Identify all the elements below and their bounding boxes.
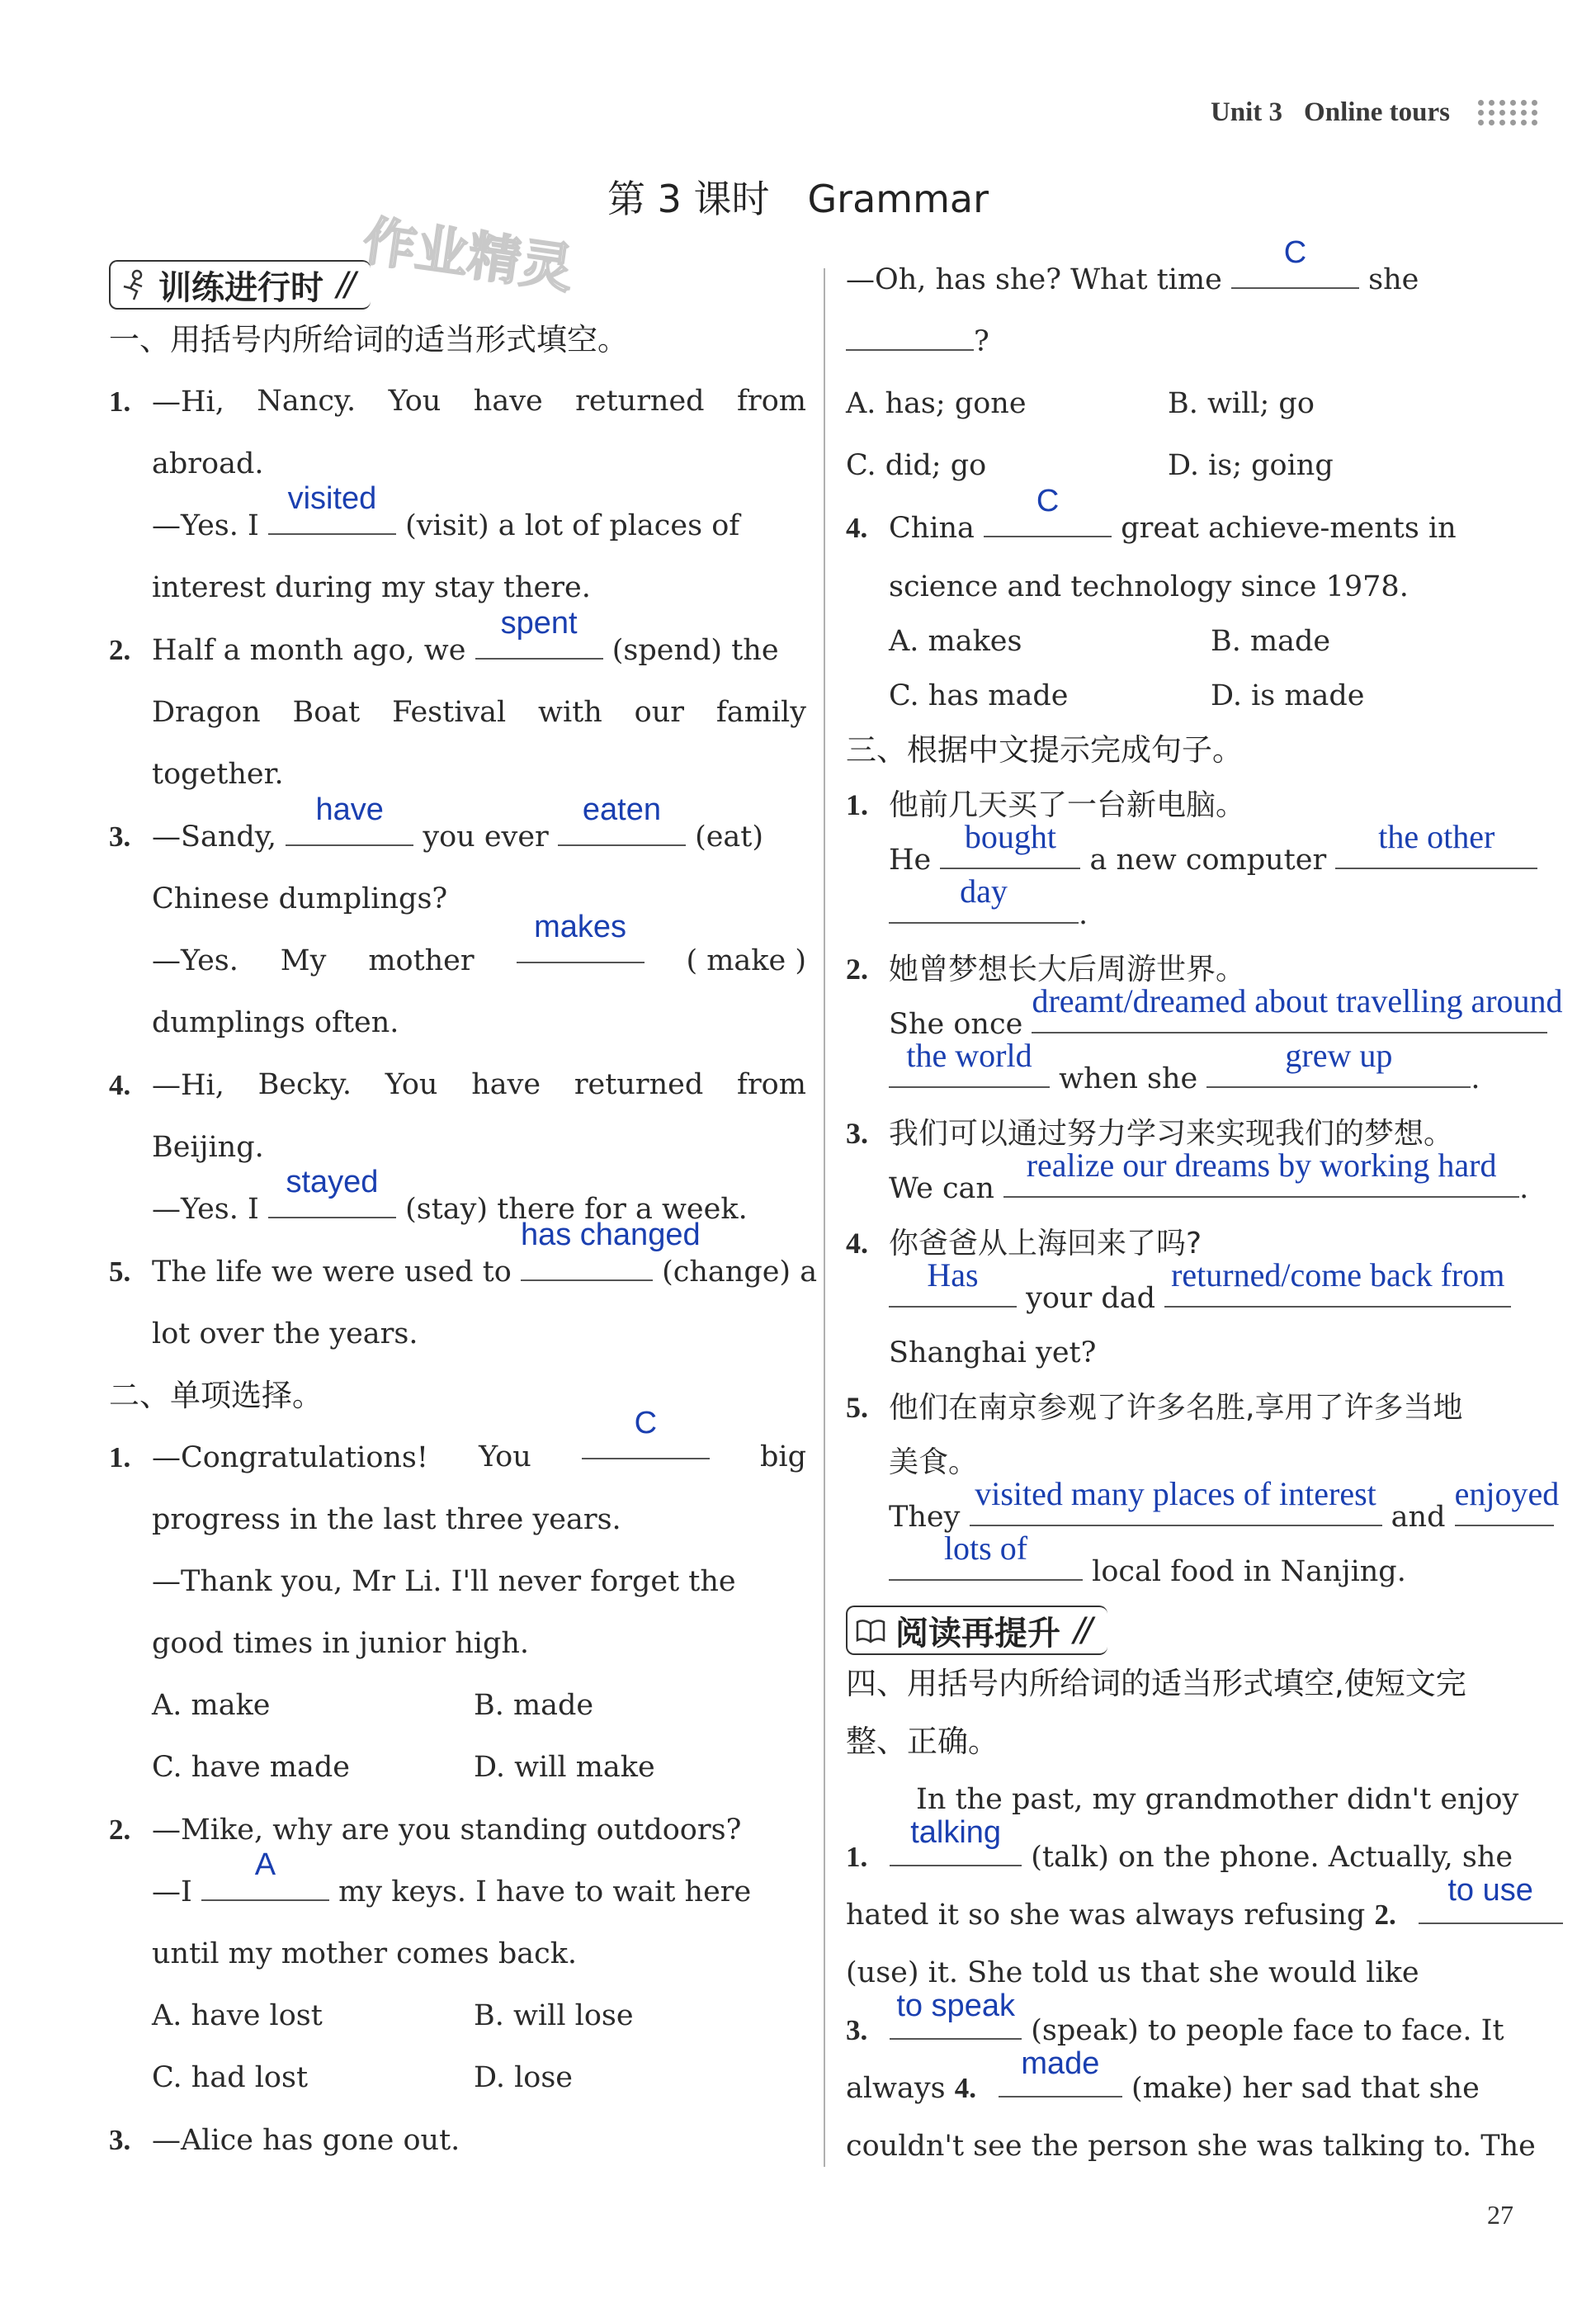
s2-en-line2: the world when she grew up . [846,1052,1551,1106]
mc1-line2: progress in the last three years. [152,1503,621,1536]
s5-en-line1: They visited many places of interest and enjoyed [889,1475,1560,1534]
s5-en-line2: lots of local food in Nanjing. [846,1544,1551,1599]
answer-blank[interactable]: returned/come back from [1164,1275,1511,1308]
mc4-line1: 4. China C great achieve-ments in [846,484,1457,545]
q3-line4: dumplings often. [152,1006,399,1039]
s3-en-line1: We can realize our dreams by working hard . [889,1147,1529,1205]
answer-blank[interactable]: have [286,813,413,846]
option-a[interactable]: A. has; gone [846,387,1027,420]
answer-blank[interactable]: visited many places of interest [970,1493,1382,1526]
option-a[interactable]: A. have lost [152,1999,323,2032]
answer-blank[interactable] [846,318,974,351]
answer-blank[interactable]: to use [1419,1891,1563,1924]
option-b[interactable]: B. will lose [474,1999,634,2032]
passage-line7: couldn't see the person she was talking to. The [846,2130,1536,2163]
s4-en-line1: Has your dad returned/come back from [846,1271,1551,1326]
part4-title-line2: 整、正确。 [846,1724,999,1759]
answer-blank[interactable]: bought [940,836,1080,869]
q2-line2: Dragon Boat Festival with our family [152,696,806,729]
answer-blank[interactable]: visited [268,502,396,535]
part2-title: 二、单项选择。 [109,1378,323,1413]
passage-line6: always 4. made (make) her sad that she [846,2046,1480,2105]
mc1-line1: 1. —Congratulations! You C big [109,1406,806,1474]
passage-line3: hated it so she was always refusing 2. to use [846,1886,1551,1944]
mc3-options-row1 [846,373,1551,435]
passage-line2: 1. talking (talk) on the phone. Actually, she [846,1815,1513,1874]
unit-topic: Online tours [1304,97,1450,127]
section-title: 训练进行时 [158,268,323,307]
mc3-cont-line2: ? [846,311,1551,373]
option-b[interactable]: B. made [474,1689,594,1722]
s1-en-line2: day . [846,887,1551,942]
s4-en-line2: Shanghai yet? [889,1336,1097,1369]
s2-cn: 2. 她曾梦想长大后周游世界。 [846,953,1246,986]
answer-blank[interactable]: spent [475,627,603,660]
q3-line3: —Yes. My mother makes ( make ) [152,910,806,977]
right-column [846,235,1563,2175]
option-c[interactable]: C. had lost [152,2061,309,2094]
q3-line1: 3. —Sandy, have you ever eaten (eat) [109,792,764,854]
option-d[interactable]: D. is; going [1168,449,1334,482]
option-c[interactable]: C. did; go [846,449,987,482]
section-header-reading [846,1606,1107,1655]
q5-line1: 5. The life we were used to has changed (change) a [109,1218,818,1289]
answer-blank[interactable]: grew up [1206,1055,1471,1088]
s5-cn2: 美食。 [889,1445,979,1479]
left-column [109,260,818,2172]
s1-en-line1: He bought a new computer the other [846,833,1551,887]
mc2-options-row1 [109,1985,806,2047]
mc3-options-row2 [846,435,1551,497]
option-c[interactable]: C. have made [152,1751,350,1784]
option-d[interactable]: D. is made [1211,679,1365,712]
unit-label: Unit 3 [1210,97,1283,127]
slash-deco: // [1074,1611,1089,1649]
q1-line2: abroad. [152,447,264,480]
mc2-line2: —I A my keys. I have to wait here [152,1847,752,1908]
lesson-title: 第 3 课时 Grammar [607,177,989,221]
option-a[interactable]: A. make [152,1689,271,1722]
watermark: 作业精灵 [359,210,578,301]
answer-blank[interactable]: Has [889,1275,1017,1308]
answer-blank[interactable]: to speak [890,2007,1022,2040]
mc4-options-row2 [846,669,1551,723]
q4-line1: 4. —Hi, Becky. You have returned from [109,1068,806,1102]
s3-cn: 3. 我们可以通过努力学习来实现我们的梦想。 [846,1117,1454,1151]
slash-deco: // [337,266,352,304]
mc1-options-row2 [109,1737,806,1799]
page-number: 27 [1487,2200,1513,2230]
mc3-cont-line1: —Oh, has she? What time C she [846,235,1419,296]
answer-blank[interactable]: the other [1335,836,1537,869]
answer-blank[interactable]: realize our dreams by working hard [1003,1165,1519,1198]
mc4-line2: science and technology since 1978. [889,570,1409,603]
passage-line4: (use) it. She told us that she would like [846,1956,1419,1989]
option-b[interactable]: B. made [1211,625,1331,658]
option-d[interactable]: D. will make [474,1751,655,1784]
mc2-options-row2 [109,2047,806,2109]
mc1-options-row1 [109,1675,806,1737]
answer-blank[interactable]: made [999,2064,1122,2098]
part1-title: 一、用括号内所给词的适当形式填空。 [109,322,628,357]
answer-blank[interactable]: C [984,504,1112,537]
answer-blank[interactable]: makes [517,930,645,963]
mc3-line1: 3. —Alice has gone out. [109,2124,460,2157]
answer-blank[interactable]: the world [889,1055,1050,1088]
part3-title: 三、根据中文提示完成句子。 [846,732,1243,768]
answer-blank[interactable]: day [889,891,1079,924]
s5-cn1: 5. 他们在南京参观了许多名胜,享用了许多当地 [846,1391,1463,1425]
answer-blank[interactable]: dreamt/dreamed about travelling around [1032,1000,1547,1033]
s4-cn: 4. 你爸爸从上海回来了吗? [846,1227,1202,1260]
mc1-line4: good times in junior high. [152,1627,530,1660]
option-d[interactable]: D. lose [474,2061,574,2094]
q2-line3: together. [152,758,284,791]
mc2-line3: until my mother comes back. [152,1937,578,1970]
passage-line1: In the past, my grandmother didn't enjoy [916,1783,1519,1816]
answer-blank[interactable]: C [1231,256,1359,289]
runner-icon [117,268,150,301]
q4-line2: Beijing. [152,1131,264,1164]
answer-blank[interactable]: lots of [889,1548,1083,1581]
mc2-line1: 2. —Mike, why are you standing outdoors? [109,1814,742,1847]
answer-blank[interactable]: stayed [268,1185,396,1218]
s2-en-line1: She once dreamt/dreamed about travelling around [889,982,1563,1041]
answer-blank[interactable]: A [201,1868,329,1901]
q5-line2: lot over the years. [152,1317,418,1350]
q1-line1: 1. —Hi, Nancy. You have returned from [109,385,806,419]
q3-line2: Chinese dumplings? [152,882,448,915]
dots-icon [1478,100,1538,125]
option-b[interactable]: B. will; go [1168,387,1315,420]
answer-blank[interactable]: enjoyed [1455,1493,1554,1526]
section-title: 阅读再提升 [895,1614,1060,1653]
answer-blank[interactable]: eaten [558,813,686,846]
answer-blank[interactable]: C [582,1426,710,1459]
q4-line3: —Yes. I stayed (stay) there for a week. [152,1165,748,1226]
s1-cn: 1. 他前几天买了一台新电脑。 [846,788,1246,822]
column-divider [824,268,825,2167]
q1-line3: —Yes. I visited (visit) a lot of places of [152,481,740,542]
part4-title-line1: 四、用括号内所给词的适当形式填空,使短文完 [846,1666,1466,1701]
q1-line4: interest during my stay there. [152,571,591,604]
option-a[interactable]: A. makes [889,625,1022,658]
mc1-line3: —Thank you, Mr Li. I'll never forget the [152,1565,736,1598]
answer-blank[interactable]: has changed [521,1248,653,1281]
book-icon [854,1614,887,1647]
q2-line1: 2. Half a month ago, we spent (spend) the [109,606,779,667]
answer-blank[interactable]: talking [890,1833,1022,1866]
option-c[interactable]: C. has made [889,679,1069,712]
passage-line5: 3. to speak (speak) to people face to face. It [846,1989,1504,2047]
section-header-training [109,260,371,310]
page-header [1211,97,1538,128]
mc4-options-row1 [846,614,1551,669]
